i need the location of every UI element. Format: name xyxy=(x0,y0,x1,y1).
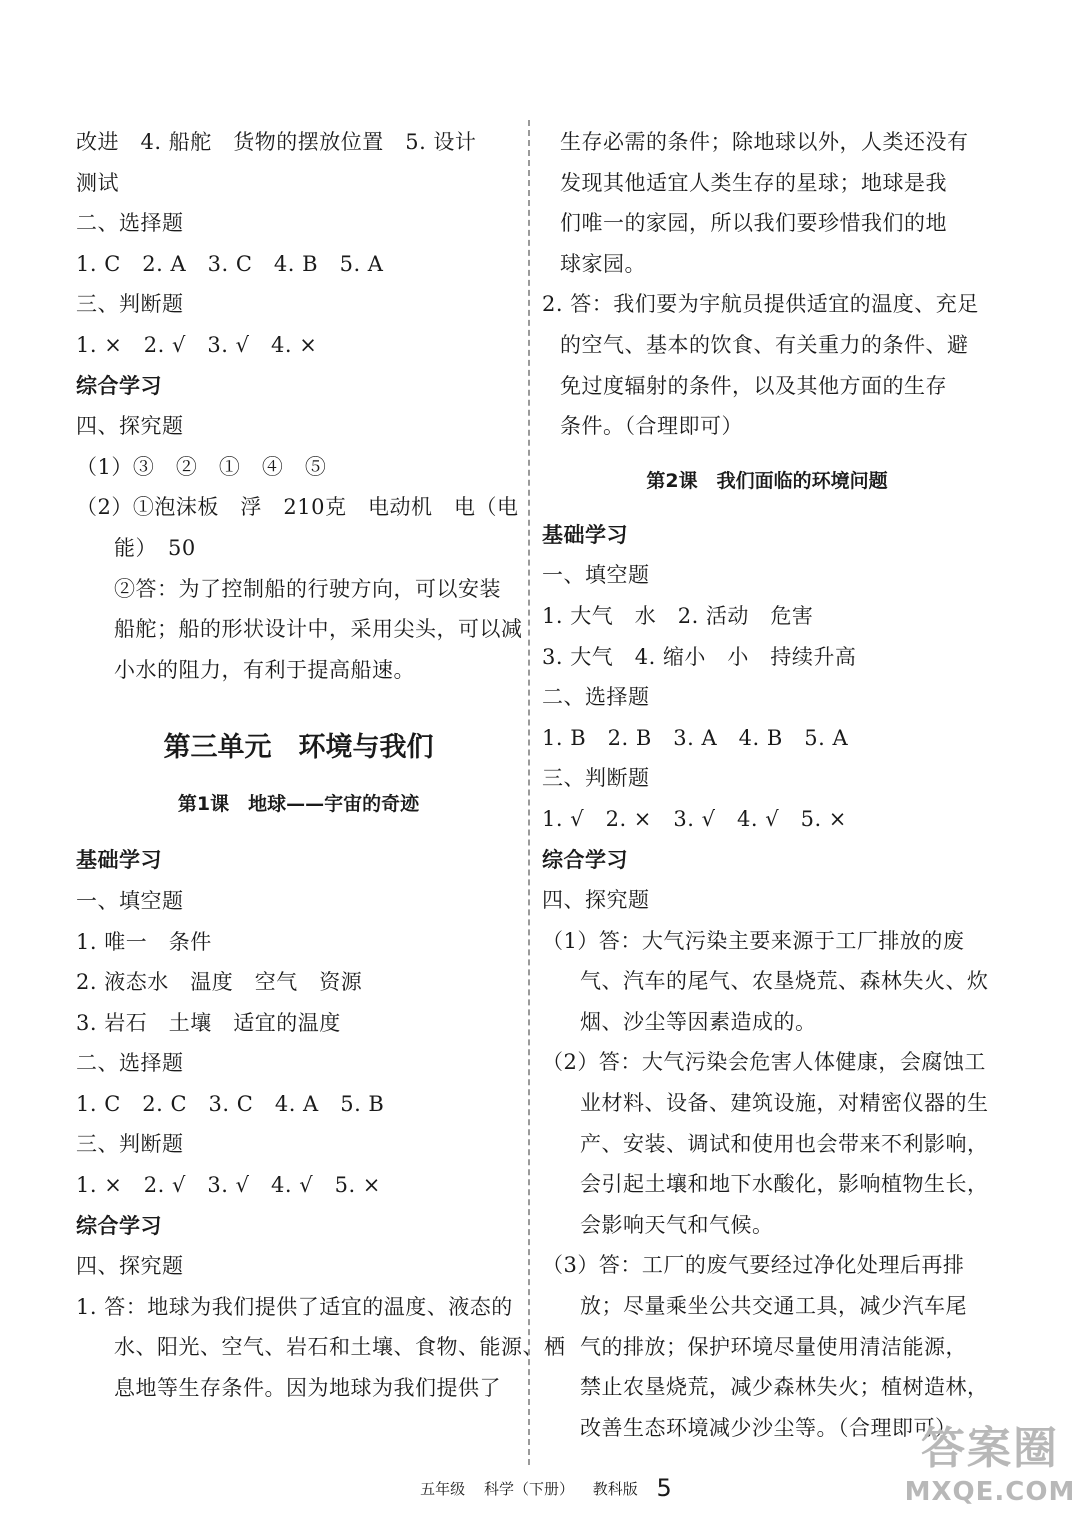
section-heading: 一、填空题 xyxy=(542,563,650,588)
answer-line: 3. 大气 4. 缩小 小 持续升高 xyxy=(542,644,857,669)
section-heading: 三、判断题 xyxy=(76,1132,184,1157)
answer-line: 测试 xyxy=(76,170,119,195)
answer-line: 3. 岩石 土壤 适宜的温度 xyxy=(76,1010,341,1035)
answer-line: 们唯一的家园，所以我们要珍惜我们的地 xyxy=(560,211,947,236)
answer-line: 免过度辐射的条件，以及其他方面的生存 xyxy=(560,373,947,398)
answer-line: 生存必需的条件；除地球以外，人类还没有 xyxy=(560,130,969,154)
answer-line: 会影响天气和气候。 xyxy=(580,1212,774,1237)
answer-line: （2）答：大气污染会危害人体健康，会腐蚀工 xyxy=(542,1050,986,1075)
watermark-text: 答案圈 xyxy=(921,1423,1059,1474)
answer-line: 1. √ 2. × 3. √ 4. √ 5. × xyxy=(542,806,847,831)
answer-line: 小水的阻力，有利于提高船速。 xyxy=(114,657,415,682)
answer-line: ②答：为了控制船的行驶方向，可以安装 xyxy=(114,576,501,601)
answer-line: 气的排放；保护环境尽量使用清洁能源， xyxy=(580,1334,967,1359)
answer-line: 禁止农垦烧荒，减少森林失火；植树造林， xyxy=(580,1375,989,1400)
answer-line: 会引起土壤和地下水酸化，影响植物生长， xyxy=(580,1172,989,1197)
answer-line: （2）①泡沫板 浮 210克 电动机 电（电 xyxy=(76,495,519,520)
part-heading: 基础学习 xyxy=(76,847,162,873)
answer-line: 业材料、设备、建筑设施，对精密仪器的生 xyxy=(580,1091,989,1116)
answer-line: 船舵；船的形状设计中，采用尖头，可以减 xyxy=(114,617,523,642)
watermark-url: MXQE.COM xyxy=(904,1477,1076,1507)
watermark-logo xyxy=(900,1422,1080,1532)
footer-edition: 教科版 xyxy=(592,1480,638,1498)
answer-line: 球家园。 xyxy=(560,251,646,276)
answer-line: （3）答：工厂的废气要经过净化处理后再排 xyxy=(542,1253,965,1278)
unit-title: 第三单元 环境与我们 xyxy=(163,732,434,764)
answer-line: 水、阳光、空气、岩石和土壤、食物、能源、栖 xyxy=(114,1335,566,1360)
section-heading: 一、填空题 xyxy=(76,888,184,913)
answer-line: 1. 答：地球为我们提供了适宜的温度、液态的 xyxy=(76,1294,513,1319)
answer-line: 1. 大气 水 2. 活动 危害 xyxy=(542,603,814,628)
lesson-title: 第2课 我们面临的环境问题 xyxy=(646,469,888,492)
section-heading: 三、判断题 xyxy=(542,766,650,791)
answer-line: 息地等生存条件。因为地球为我们提供了 xyxy=(114,1376,501,1401)
part-heading: 综合学习 xyxy=(542,846,628,872)
answer-line: 1. C 2. A 3. C 4. B 5. A xyxy=(76,251,384,276)
lesson-title: 第1课 地球——宇宙的奇迹 xyxy=(177,793,420,816)
answer-line: 1. C 2. C 3. C 4. A 5. B xyxy=(76,1091,385,1116)
answer-line: 改善生态环境减少沙尘等。（合理即可） xyxy=(580,1415,957,1440)
answer-line: （1）③ ② ① ④ ⑤ xyxy=(76,454,327,479)
answer-line: 发现其他适宜人类生存的星球；地球是我 xyxy=(560,170,947,195)
answer-line: 1. B 2. B 3. A 4. B 5. A xyxy=(542,725,849,750)
answer-line: 能） 50 xyxy=(114,535,196,560)
answer-line: （1）答：大气污染主要来源于工厂排放的废 xyxy=(542,928,965,953)
answer-line: 烟、沙尘等因素造成的。 xyxy=(580,1009,817,1034)
answer-line: 产、安装、调试和使用也会带来不利影响， xyxy=(580,1131,989,1156)
footer-grade: 五年级 xyxy=(420,1480,466,1498)
left-column xyxy=(76,122,566,1409)
right-column xyxy=(542,122,992,1448)
section-heading: 二、选择题 xyxy=(76,1051,184,1076)
answer-line: 1. × 2. √ 3. √ 4. × xyxy=(76,332,318,357)
answer-line: 的空气、基本的饮食、有关重力的条件、避 xyxy=(560,332,969,357)
part-heading: 综合学习 xyxy=(76,1212,162,1238)
part-heading: 综合学习 xyxy=(76,372,162,398)
answer-line: 2. 液态水 温度 空气 资源 xyxy=(76,970,363,995)
section-heading: 四、探究题 xyxy=(76,414,184,439)
answer-line: 气、汽车的尾气、农垦烧荒、森林失火、炊 xyxy=(580,969,989,994)
answer-line: 改进 4. 船舵 货物的摆放位置 5. 设计 xyxy=(76,130,477,154)
answer-line: 1. 唯一 条件 xyxy=(76,929,212,954)
part-heading: 基础学习 xyxy=(542,521,628,547)
footer-subject: 科学（下册） xyxy=(483,1480,574,1498)
answer-line: 条件。（合理即可） xyxy=(560,414,743,439)
answer-line: 2. 答：我们要为宇航员提供适宜的温度、充足 xyxy=(542,292,979,317)
answer-line: 1. × 2. √ 3. √ 4. √ 5. × xyxy=(76,1173,381,1198)
page-number: 5 xyxy=(656,1474,672,1502)
section-heading: 二、选择题 xyxy=(542,685,650,710)
section-heading: 二、选择题 xyxy=(76,211,184,236)
section-heading: 四、探究题 xyxy=(542,888,650,913)
section-heading: 三、判断题 xyxy=(76,292,184,317)
answer-line: 放；尽量乘坐公共交通工具，减少汽车尾 xyxy=(580,1294,967,1319)
section-heading: 四、探究题 xyxy=(76,1254,184,1279)
column-divider xyxy=(528,120,530,1465)
